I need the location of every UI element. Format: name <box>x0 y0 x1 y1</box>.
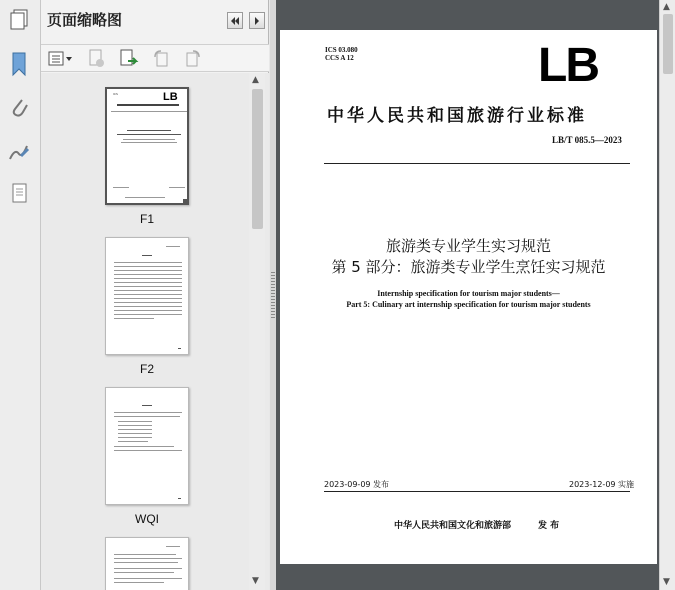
thumbnail-page-4[interactable] <box>105 537 189 590</box>
org-title: 中华人民共和国旅游行业标准 <box>327 106 587 126</box>
document-page <box>280 30 657 564</box>
scrollbar-thumb[interactable] <box>663 14 673 74</box>
panel-toolbar <box>41 44 269 72</box>
footer-rule <box>324 491 630 492</box>
layers-icon[interactable] <box>6 180 32 208</box>
issuer: 中华人民共和国文化和旅游部 <box>394 521 512 531</box>
chevron-right-icon <box>254 17 260 25</box>
thumbnail-label: F2 <box>139 362 154 376</box>
thumbnail-label: WQI <box>135 512 159 526</box>
issue-word: 发 布 <box>538 521 560 531</box>
thumbnail-list <box>41 73 269 590</box>
options-menu-icon[interactable] <box>47 49 75 69</box>
scroll-up-arrow-icon[interactable]: ▲ <box>252 75 259 85</box>
title-en-line-1: Internship specification for tourism major students— <box>377 289 560 298</box>
navigation-rail <box>0 0 41 590</box>
collapse-panel-button[interactable] <box>227 12 243 29</box>
pages-icon[interactable] <box>6 6 32 34</box>
scrollbar-thumb[interactable] <box>252 89 263 229</box>
thumbnail-page-2[interactable] <box>105 237 189 355</box>
title-cn-line-1: 旅游类专业学生实习规范 <box>385 237 551 255</box>
rotate-left-icon[interactable] <box>151 49 171 69</box>
standard-number: LB/T 085.5—2023 <box>552 135 622 145</box>
thumbnail-scrollbar[interactable] <box>249 73 265 590</box>
ics-code: ICS 03.080 <box>325 46 358 54</box>
title-en-line-2: Part 5: Culinary art internship specification for tourism major students <box>346 300 591 309</box>
lb-logo: LB <box>538 39 598 92</box>
scroll-down-arrow-icon[interactable]: ▼ <box>663 577 670 587</box>
panel-header <box>41 0 269 42</box>
header-rule <box>324 163 630 164</box>
splitter-grip[interactable] <box>271 272 275 320</box>
bookmark-icon[interactable] <box>6 50 32 78</box>
scroll-up-arrow-icon[interactable]: ▲ <box>663 2 670 12</box>
thumbnail-page-3[interactable] <box>105 387 189 505</box>
delete-page-icon[interactable] <box>87 49 107 69</box>
thumbnails-panel <box>41 0 269 590</box>
scroll-down-arrow-icon[interactable]: ▼ <box>252 576 259 586</box>
panel-title: 页面缩略图 <box>47 11 123 29</box>
rotate-right-icon[interactable] <box>183 49 203 69</box>
title-cn-line-2: 第 5 部分：旅游类专业学生烹饪实习规范 <box>331 258 606 276</box>
document-view <box>276 0 659 590</box>
extract-page-icon[interactable] <box>119 49 139 69</box>
document-scrollbar[interactable] <box>659 0 675 590</box>
implement-date: 2023-12-09 实施 <box>569 480 635 489</box>
signature-icon[interactable] <box>6 138 32 166</box>
expand-panel-button[interactable] <box>249 12 265 29</box>
thumbnail-page-1[interactable]: ICS LB <box>105 87 189 205</box>
attachment-icon[interactable] <box>6 94 32 122</box>
double-chevron-left-icon <box>230 17 240 25</box>
publish-date: 2023-09-09 发布 <box>324 480 390 489</box>
ccs-code: CCS A 12 <box>325 54 354 62</box>
thumbnail-label: F1 <box>139 212 154 226</box>
